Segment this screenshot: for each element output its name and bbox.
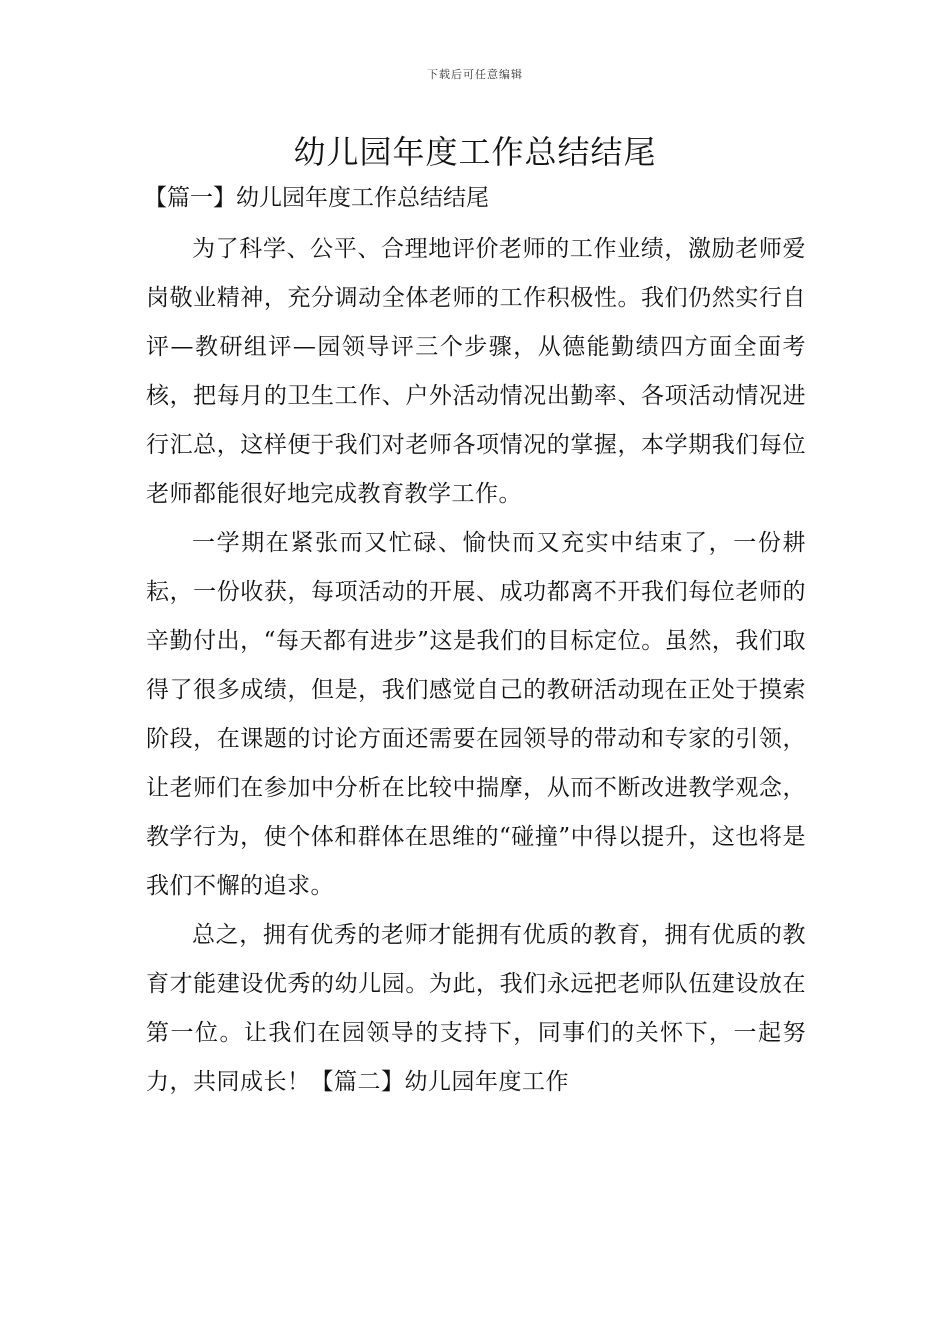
document-title: 幼儿园年度工作总结结尾 bbox=[293, 133, 657, 171]
paragraph: 总之，拥有优秀的老师才能拥有优质的教育，拥有优质的教育才能建设优秀的幼儿园。为此，我们永远把老师队伍建设放在第一位。让我们在园领导的支持下，同事们的关怀下，一起努力，共同成长！【篇二】幼儿园年度工作 bbox=[146, 922, 806, 1095]
paragraph: 为了科学、公平、合理地评价老师的工作业绩，激励老师爱岗敬业精神，充分调动全体老师的工作积极性。我们仍然实行自评—教研组评—园领导评三个步骤，从德能勤绩四方面全面考核，把每月的卫生工作、户外活动情况出勤率、各项活动情况进行汇总，这样便于我们对老师各项情况的掌握，本学期我们每位老师都能很好地完成教育教学工作。 bbox=[146, 236, 806, 507]
paragraph: 一学期在紧张而又忙碌、愉快而又充实中结束了，一份耕耘，一份收获，每项活动的开展、成功都离不开我们每位老师的辛勤付出，“每天都有进步”这是我们的目标定位。虽然，我们取得了很多成绩，但是，我们感觉自己的教研活动现在正处于摸索阶段，在课题的讨论方面还需要在园领导的带动和专家的引领，让老师们在参加中分析在比较中揣摩，从而不断改进教学观念，教学行为，使个体和群体在思维的“碰撞”中得以提升，这也将是我们不懈的追求。 bbox=[146, 530, 806, 899]
section-heading: 【篇一】幼儿园年度工作总结结尾 bbox=[144, 185, 489, 211]
document-body bbox=[146, 178, 806, 1107]
page-header-note: 下载后可任意编辑 bbox=[427, 68, 523, 81]
